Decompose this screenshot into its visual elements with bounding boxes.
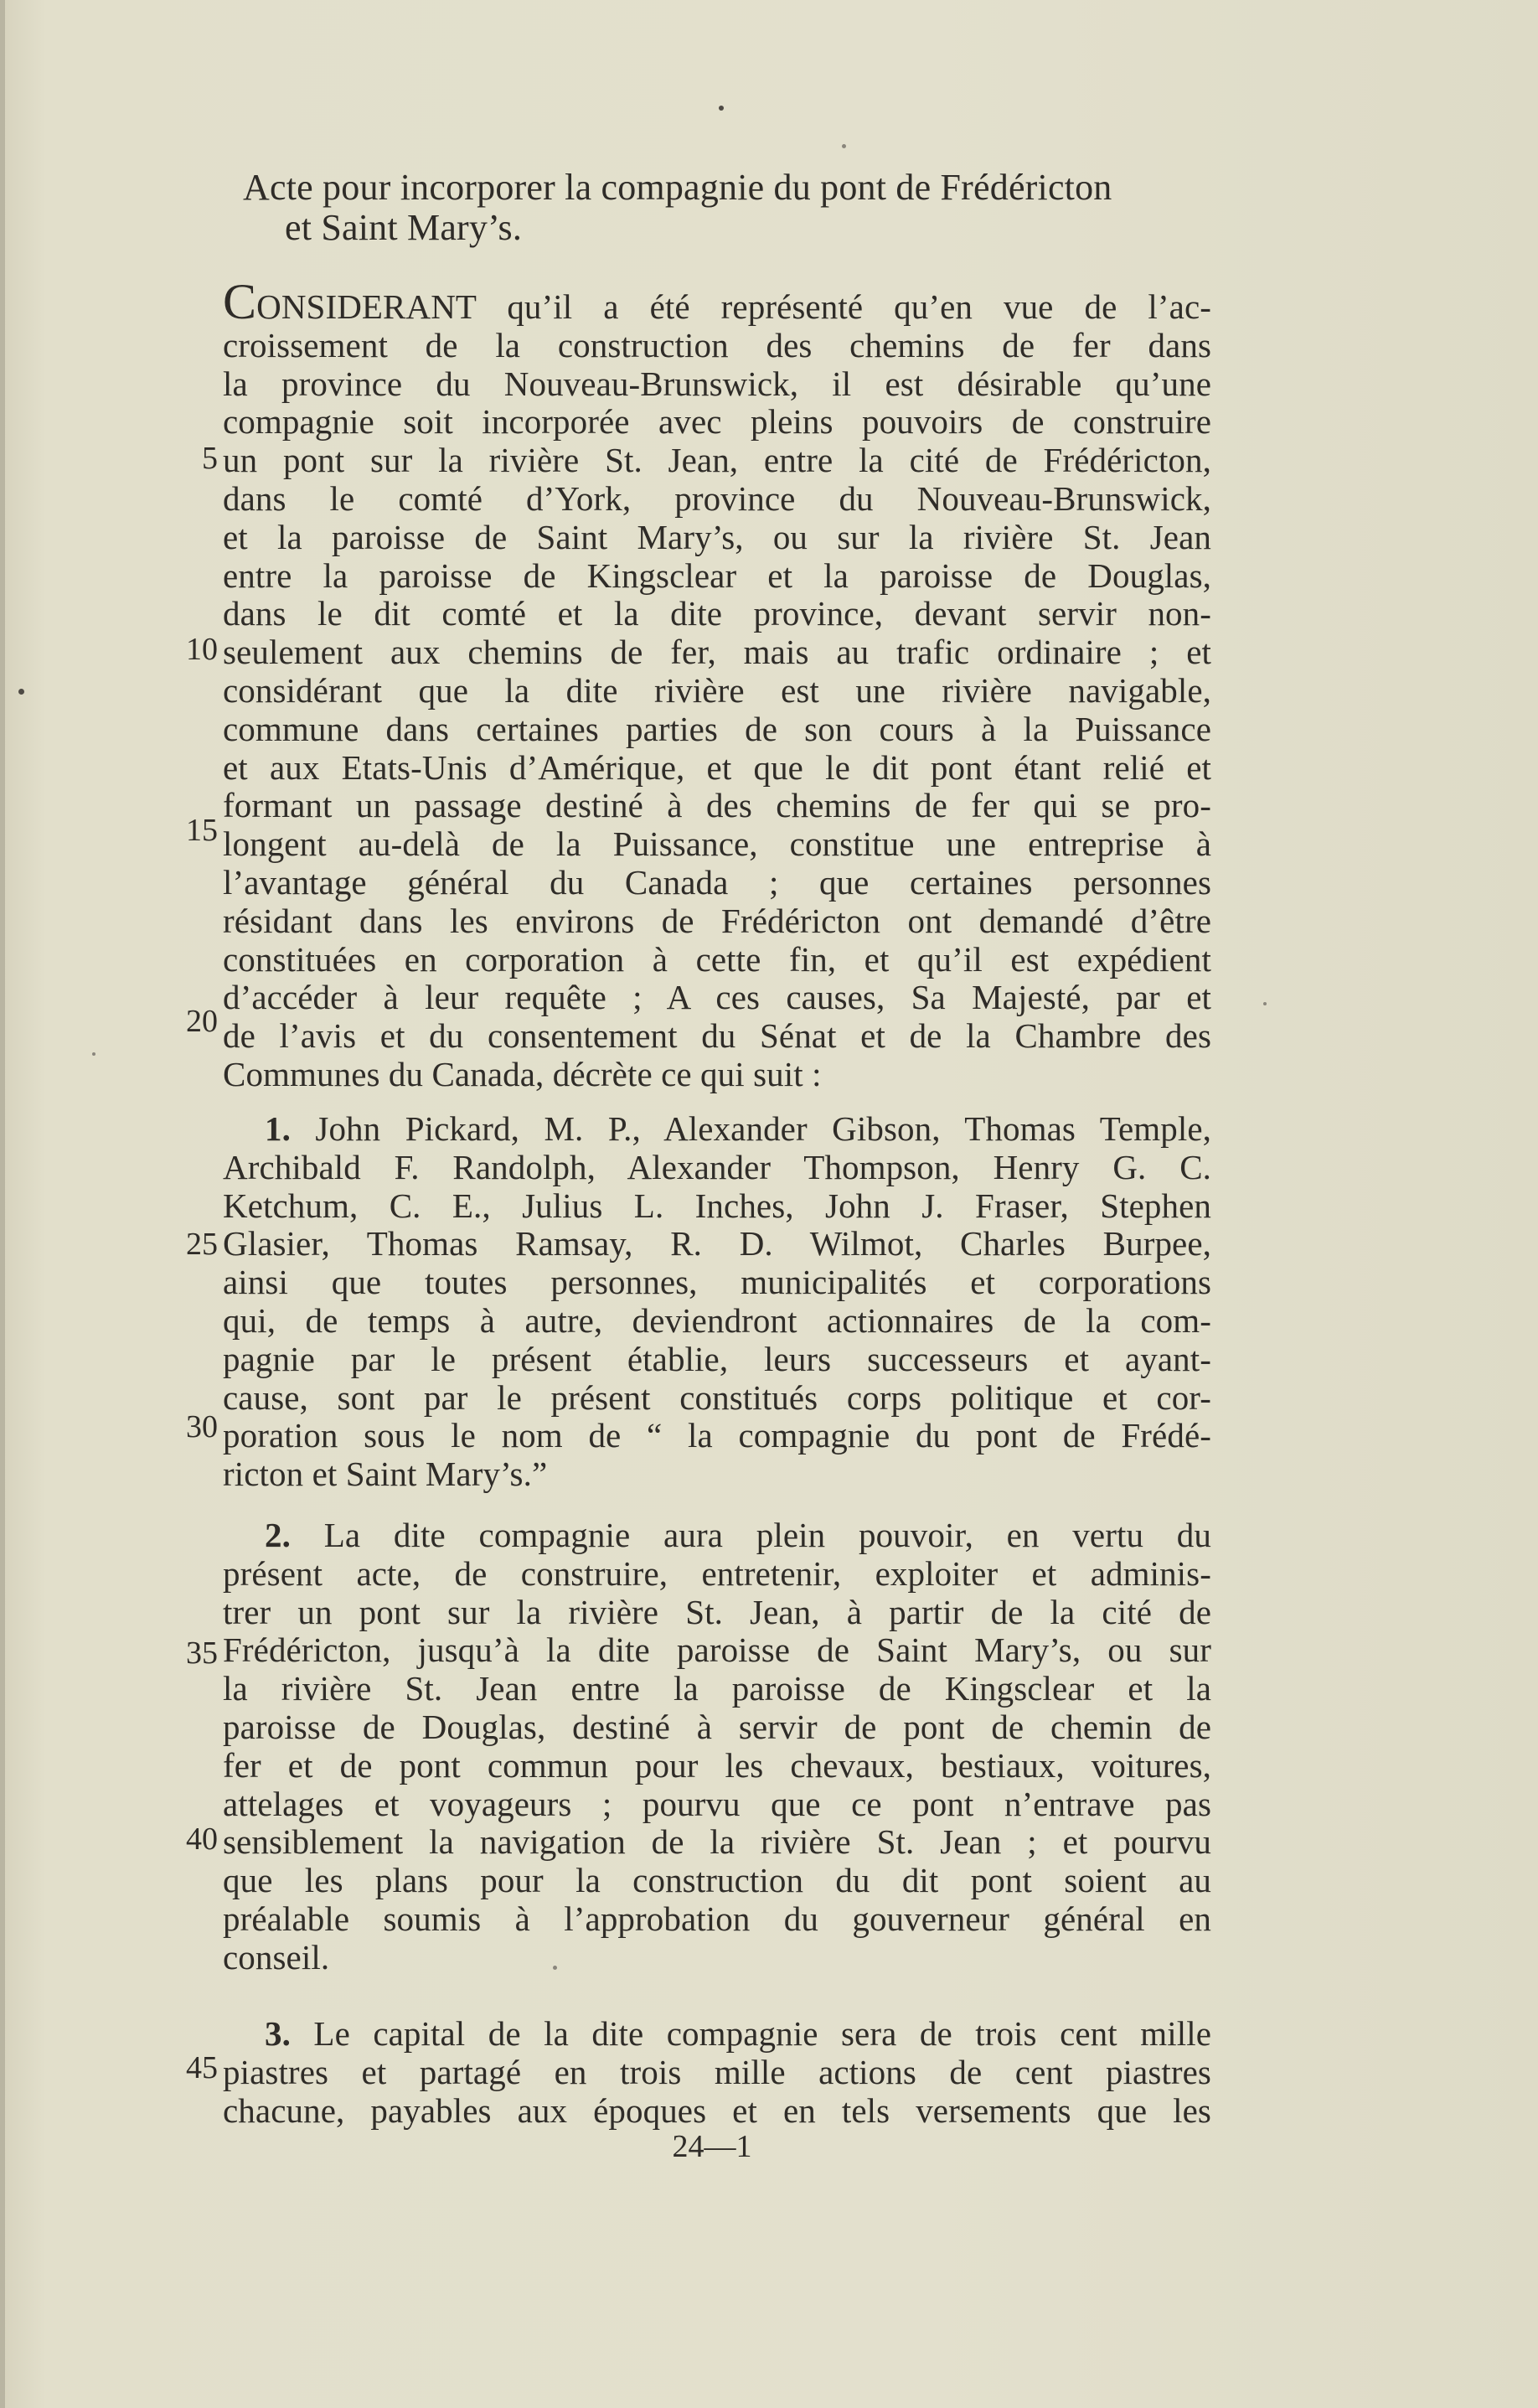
line-number: 10 xyxy=(186,632,218,667)
text-line: qui, de temps à autre, deviendront actionnaires de la com- xyxy=(223,1300,1211,1340)
text-line: formant un passage destiné à des chemins de fer qui se pro- xyxy=(223,786,1211,825)
text-line: sensiblement la navigation de la rivière St. Jean ; et pourvu xyxy=(223,1822,1211,1862)
text-line: que les plans pour la construction du dit pont soient au xyxy=(223,1861,1211,1900)
text-line: seulement aux chemins de fer, mais au trafic ordinaire ; et xyxy=(223,633,1211,672)
text-line: chacune, payables aux époques et en tels versements que les xyxy=(223,2090,1211,2130)
line-number: 40 xyxy=(186,1822,218,1857)
text-line: cause, sont par le présent constitués corps politique et cor- xyxy=(223,1377,1211,1417)
text-line: de l’avis et du consentement du Sénat et de la Chambre des xyxy=(223,1016,1211,1056)
line-number: 35 xyxy=(186,1635,218,1671)
section-2-paragraph xyxy=(223,1517,1211,1977)
text-line: paroisse de Douglas, destiné à servir de pont de chemin de xyxy=(223,1707,1211,1746)
section-3-paragraph xyxy=(223,2015,1211,2130)
paper-speck xyxy=(18,689,24,695)
section-2-first-line: 2. La dite compagnie aura plein pouvoir, en vertu du xyxy=(265,1516,1211,1554)
page-folio: 24—1 xyxy=(672,2129,752,2164)
line-number: 15 xyxy=(186,813,218,848)
text-line: un pont sur la rivière St. Jean, entre la cité de Frédéricton, xyxy=(223,441,1211,480)
text-line: constituées en corporation à cette fin, et qu’il est expédient xyxy=(223,939,1211,979)
paper-speck xyxy=(92,1052,95,1056)
line-number: 25 xyxy=(186,1227,218,1262)
text-line: ricton et Saint Mary’s.” xyxy=(223,1455,548,1494)
line-number: 20 xyxy=(186,1004,218,1039)
text-line: Communes du Canada, décrète ce qui suit : xyxy=(223,1054,822,1093)
page-binding-edge xyxy=(0,0,5,2408)
preamble-paragraph xyxy=(223,274,1211,1094)
text-line: entre la paroisse de Kingsclear et la paroisse de Douglas, xyxy=(223,555,1211,595)
text-line: compagnie soit incorporée avec pleins pouvoirs de construire xyxy=(223,402,1211,442)
text-line: trer un pont sur la rivière St. Jean, à partir de la cité de xyxy=(223,1592,1211,1631)
text-line: longent au-delà de la Puissance, constitue une entreprise à xyxy=(223,824,1211,864)
text-line: résidant dans les environs de Frédéricton ont demandé d’être xyxy=(223,901,1211,940)
text-line: ainsi que toutes personnes, municipalités et corporations xyxy=(223,1263,1211,1302)
text-line: la rivière St. Jean entre la paroisse de Kingsclear et la xyxy=(223,1669,1211,1708)
text-line: présent acte, de construire, entretenir, exploiter et adminis- xyxy=(223,1553,1211,1593)
text-line: Archibald F. Randolph, Alexander Thompson, Henry G. C. xyxy=(223,1147,1211,1186)
text-line: conseil. xyxy=(223,1937,330,1977)
section-number: 3. xyxy=(265,2014,291,2053)
text-line: Frédéricton, jusqu’à la dite paroisse de Saint Mary’s, ou sur xyxy=(223,1630,1211,1670)
line-number: 45 xyxy=(186,2050,218,2085)
section-1-first-line: 1. John Pickard, M. P., Alexander Gibson, Thomas Temple, xyxy=(265,1109,1211,1148)
text-line: préalable soumis à l’approbation du gouverneur général en xyxy=(223,1899,1211,1938)
title-line-1: Acte pour incorporer la compagnie du pont de Frédéricton xyxy=(243,167,1112,208)
text-line: piastres et partagé en trois mille actions de cent piastres xyxy=(223,2052,1211,2091)
text-line: dans le dit comté et la dite province, devant servir non- xyxy=(223,594,1211,633)
text-line: Glasier, Thomas Ramsay, R. D. Wilmot, Charles Burpee, xyxy=(223,1224,1211,1263)
text-line: et la paroisse de Saint Mary’s, ou sur la rivière St. Jean xyxy=(223,517,1211,556)
text-line: l’avantage général du Canada ; que certaines personnes xyxy=(223,862,1211,902)
text-line: d’accéder à leur requête ; A ces causes, Sa Majesté, par et xyxy=(223,978,1211,1017)
text-line: attelages et voyageurs ; pourvu que ce pont n’entrave pas xyxy=(223,1784,1211,1823)
title-line-2: et Saint Mary’s. xyxy=(285,207,523,248)
paper-speck xyxy=(553,1966,557,1970)
text-line: fer et de pont commun pour les chevaux, bestiaux, voitures, xyxy=(223,1745,1211,1785)
paper-speck xyxy=(842,144,846,148)
line-number: 30 xyxy=(186,1409,218,1444)
act-title xyxy=(243,168,1248,248)
text-line: poration sous le nom de “ la compagnie du pont de Frédé- xyxy=(223,1416,1211,1455)
section-number: 2. xyxy=(265,1516,291,1554)
preamble-first-line: CONSIDERANT qu’il a été représenté qu’en vue de l’ac- xyxy=(223,274,1211,329)
drop-cap: C xyxy=(223,274,257,329)
text-line: Ketchum, C. E., Julius L. Inches, John J. Fraser, Stephen xyxy=(223,1186,1211,1225)
paper-speck xyxy=(719,106,724,111)
text-line: la province du Nouveau-Brunswick, il est désirable qu’une xyxy=(223,364,1211,403)
text-line: commune dans certaines parties de son cours à la Puissance xyxy=(223,709,1211,748)
line-number: 5 xyxy=(202,441,218,476)
section-1-paragraph xyxy=(223,1110,1211,1494)
text-line: croissement de la construction des chemins de fer dans xyxy=(223,325,1211,364)
text-line: considérant que la dite rivière est une rivière navigable, xyxy=(223,670,1211,710)
text-line: et aux Etats-Unis d’Amérique, et que le dit pont étant relié et xyxy=(223,747,1211,787)
text-line: dans le comté d’York, province du Nouveau-Brunswick, xyxy=(223,478,1211,518)
section-3-first-line: 3. Le capital de la dite compagnie sera de trois cent mille xyxy=(265,2014,1211,2053)
paper-speck xyxy=(1263,1002,1267,1005)
text-line: pagnie par le présent établie, leurs successeurs et ayant- xyxy=(223,1339,1211,1378)
section-number: 1. xyxy=(265,1109,291,1148)
